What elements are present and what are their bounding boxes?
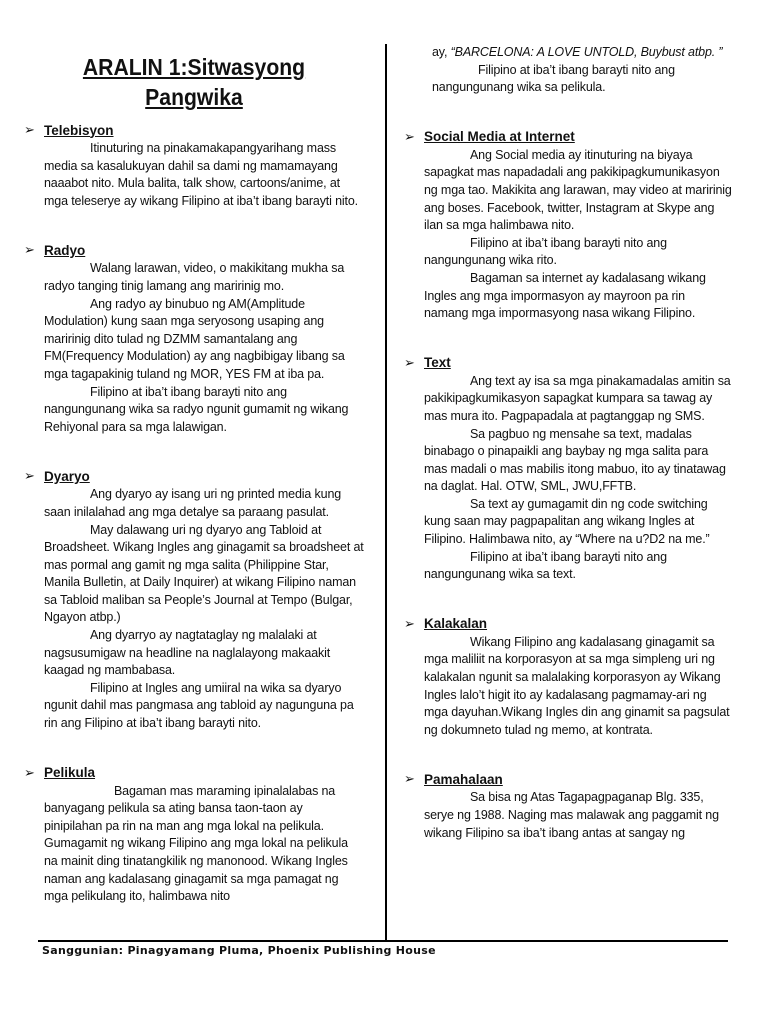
- section-heading: Text: [424, 355, 451, 371]
- paragraph: Filipino at iba’t ibang barayti nito ang nangungunang wika rito.: [424, 235, 667, 268]
- arrow-bullet-icon: ➢: [24, 468, 35, 484]
- section-heading: Social Media at Internet: [424, 129, 575, 145]
- page-title: ARALIN 1:Sitwasyong Pangwika: [82, 54, 306, 110]
- footer-rule: [38, 940, 728, 942]
- section-pamahalaan: [404, 769, 732, 842]
- film-titles: “BARCELONA: A LOVE UNTOLD, Buybust atbp. ”: [450, 45, 723, 59]
- section-heading: Radyo: [44, 242, 86, 258]
- paragraph: Ang Social media ay itinuturing na biyaya sapagkat mas napadadali ang pakikipagkumunikasyon ng mga tao. Makikita ang larawan, may video at maririnig ang boses. Facebook, twitter, Instagram at Skype ang ilan sa mga halimbawa nito.: [424, 147, 732, 233]
- arrow-bullet-icon: ➢: [24, 764, 35, 780]
- section-text: [404, 353, 732, 584]
- section-heading: Dyaryo: [44, 468, 90, 484]
- paragraph: Itinuturing na pinakamakapangyarihang mass media sa kasalukuyan dahil sa dami ng mamamayang naaabot nito. Mula balita, talk show, cartoons/anime, at mga teleserye ay wikang Filipino at iba’t ibang barayti nito.: [44, 141, 358, 208]
- continuation-prefix: ay,: [432, 45, 451, 59]
- section-pelikula: [24, 763, 364, 906]
- arrow-bullet-icon: ➢: [24, 122, 35, 137]
- section-radyo: [24, 240, 364, 436]
- paragraph: Sa text ay gumagamit din ng code switching kung saan may pagpapalitan ang wikang Ingles at Filipino. Halimbawa nito, ay “Where na u?D2 na me.”: [424, 496, 710, 547]
- section-heading: Telebisyon: [44, 122, 114, 138]
- paragraph: Bagaman mas maraming ipinalalabas na banyagang pelikula sa ating bansa taon-taon ay pinipilahan pa rin na man ang mga lokal na pelikula. Gumagamit ng wikang Filipino ang mga lokal na pelikula na mainit ding tinatangkilik ng manonood. Wikang Ingles naman ang kadalasang ginagamit sa mga pamagat ng mga pelikulang ito, halimbawa nito: [44, 783, 348, 904]
- paragraph: May dalawang uri ng dyaryo ang Tabloid at Broadsheet. Wikang Ingles ang ginagamit sa broadsheet at mas pormal ang gamit ng mga salita (Philippine Star, Manila Bulletin, at Daily Inquirer) at wikang Filipino naman sa Tabloid maliban sa People’s Journal at Tempo (Bulgar, Ngayon atbp.): [44, 522, 364, 625]
- footer-source: Sanggunian: Pinagyamang Pluma, Phoenix Publishing House: [42, 944, 436, 957]
- right-column: [404, 44, 732, 872]
- section-heading: Pamahalaan: [424, 771, 503, 787]
- arrow-bullet-icon: ➢: [404, 128, 415, 144]
- arrow-bullet-icon: ➢: [404, 771, 415, 787]
- paragraph: Filipino at iba’t ibang barayti nito ang nangungunang wika sa pelikula.: [432, 62, 675, 95]
- paragraph: Ang dyaryo ay isang uri ng printed media kung saan inilalahad ang mga detalye sa paraang pasulat.: [44, 487, 342, 519]
- paragraph: [432, 44, 732, 62]
- left-column: [24, 0, 364, 936]
- arrow-bullet-icon: ➢: [24, 242, 35, 258]
- section-dyaryo: [24, 466, 364, 732]
- column-divider: [385, 44, 387, 940]
- paragraph: Ang radyo ay binubuo ng AM(Amplitude Modulation) kung saan mga seryosong usaping ang maririnig dito tulad ng DZMM samantalang ang FM(Frequency Modulation) ay ang nagbibigay libang sa mga tagapakinig tuland ng MOR, YES FM at iba pa.: [44, 296, 345, 381]
- paragraph: Ang text ay isa sa mga pinakamadalas amitin sa pakikipagkumikasyon sapagkat kumpara sa tawag ay mas mura ito. Pagpapadala at pagtanggap ng SMS.: [424, 373, 731, 423]
- section-kalakalan: [404, 614, 732, 740]
- section-heading: Pelikula: [44, 765, 96, 781]
- paragraph: Sa pagbuo ng mensahe sa text, madalas binabago o pinapaikli ang baybay ng mga salita para mas madali o mas mabilis itong mabuo, ito ay tinatawag na daglat. Hal. OTW, SML, JWU,FFTB.: [424, 426, 726, 494]
- paragraph: Filipino at iba’t ibang barayti nito ang nangungunang wika sa radyo ngunit gumamit ng wikang Rehiyonal para sa mga lalawigan.: [44, 384, 349, 434]
- paragraph: Filipino at Ingles ang umiiral na wika sa dyaryo ngunit dahil mas pangmasa ang tabloid ay nagunguna pa rin ang Filipino at iba’t ibang barayti nito.: [44, 680, 354, 731]
- section-heading: Kalakalan: [424, 616, 488, 632]
- paragraph: Bagaman sa internet ay kadalasang wikang Ingles ang mga impormasyon ay mayroon pa rin namang mga impormasyong nasa wikang Filipino.: [424, 270, 706, 321]
- paragraph: Ang dyarryo ay nagtataglay ng malalaki at nagsusumigaw na headline na naglalayong makaakit kaagad ng mambabasa.: [44, 628, 331, 678]
- paragraph: Filipino at iba’t ibang barayti nito ang nangungunang wika sa text.: [424, 549, 667, 582]
- paragraph: Walang larawan, video, o makikitang mukha sa radyo tanging tinig lamang ang maririnig mo.: [44, 261, 345, 293]
- arrow-bullet-icon: ➢: [404, 615, 415, 631]
- section-telebisyon: [24, 120, 364, 210]
- section-social-media: [404, 127, 732, 323]
- paragraph: Wikang Filipino ang kadalasang ginagamit sa mga maliliit na korporasyon at sa mga simpleng uri ng kalakalan ngunit sa malalaking korporasyon ay Wikang Ingles lalo’t higit ito ay kadalasang pagmamay-ari ng mga dayuhan.Wikang Ingles din ang ginamit sa pagsulat ng dokumneto tulad ng memo, at kontrata.: [424, 634, 730, 737]
- paragraph: Sa bisa ng Atas Tagapagpaganap Blg. 335, serye ng 1988. Naging mas malawak ang paggamit ng wikang Filipino sa iba’t ibang antas at sangay ng: [424, 790, 719, 840]
- arrow-bullet-icon: ➢: [404, 354, 415, 370]
